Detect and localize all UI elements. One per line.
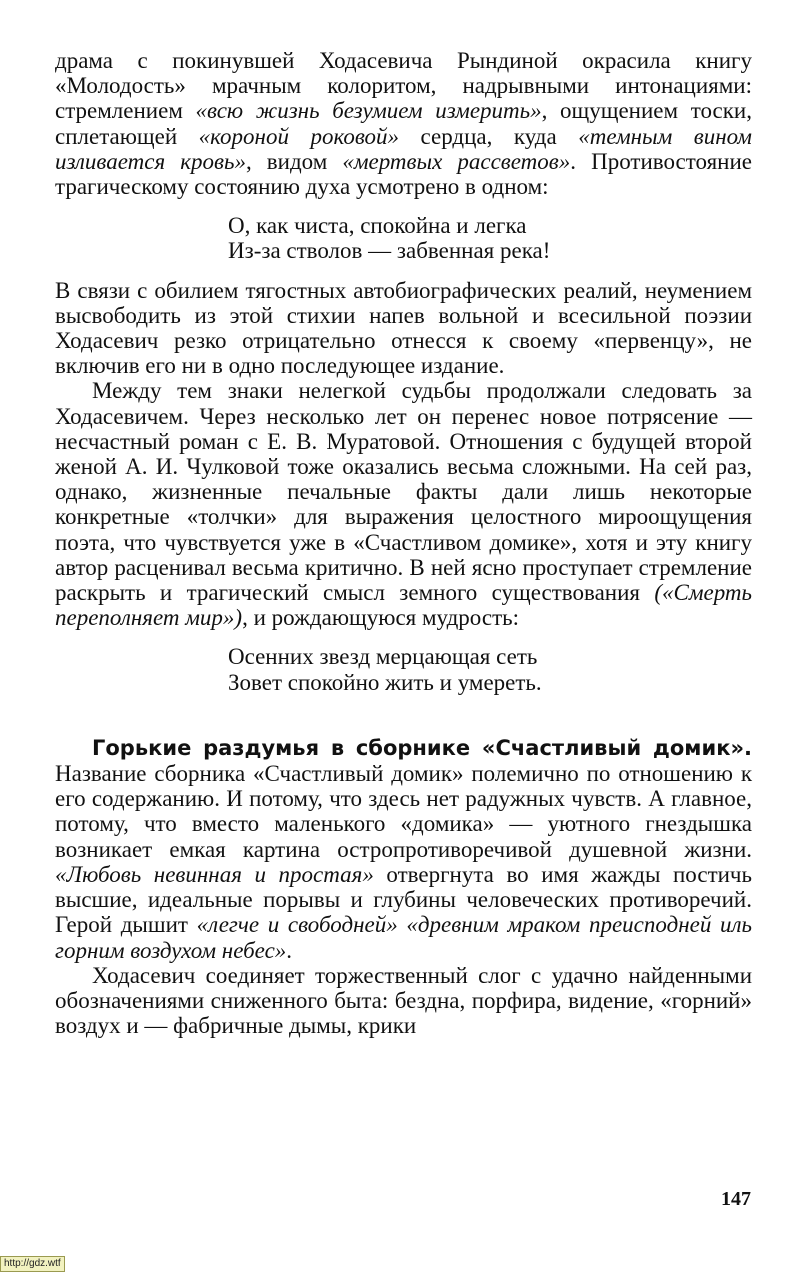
verse-line: О, как чиста, спокойна и легка [228,213,527,239]
verse-line: Зовет спокойно жить и умереть. [228,669,542,695]
paragraph-5: Ходасевич соединяет торжественный слог с удачно найденными обозначениями сниженного быта: бездна, порфира, видение, «горний» воздух и — фабричные дымы, крики [55,962,752,1039]
quote: «Любовь невинная и простая» [55,861,374,887]
paragraph-3 [55,378,752,630]
paragraph-4 [55,735,752,963]
quote: «короной роковой» [198,123,400,149]
page-text [55,48,752,1038]
paragraph-2: В связи с обилием тягостных автобиографических реалий, неумением высвободить из этой стихии напев вольной и всесильной поэзии Ходасевич резко отрицательно отнесся к своему «первенцу», не включив его ни в одно последующее издание. [55,277,752,379]
verse-2 [55,644,752,694]
text-run: , ощущением тоски, сплетающей [55,98,752,149]
text-run: Между тем знаки нелегкой судьбы продолжали следовать за Ходасевичем. Через несколько лет он перенес новое потрясение — несчастный роман с Е. В. Муратовой. Отношения с будущей второй женой А. И. Чулковой тоже оказались весьма сложными. На сей раз, однако, жизненные печальные факты дали лишь некоторые конкретные «толчки» для выражения целостного мироощущения поэта, что чувствуется уже в «Счастливом домике», хотя и эту книгу автор расценивал весьма критично. В ней ясно проступает стремление раскрыть и трагический смысл земного существования [55,378,752,606]
page-number: 147 [721,1188,751,1210]
quote: «легче и свободней» [196,912,398,938]
text-run: отвергнута во имя жажды постичь высшие, идеальные порывы и глубины человеческих противоречий. Герой дышит [55,861,752,938]
text-run: . Противостояние трагическому состоянию духа усмотрено в одном: [55,148,752,200]
text-run: . [286,937,293,963]
quote: «темным вином изливается кровь» [55,123,752,174]
watermark-link[interactable]: http://gdz.wtf [0,1256,65,1272]
verse-line: Осенних звезд мерцающая сеть [228,644,538,670]
quote: «древним мраком преисподней иль горним воздухом небес» [55,912,752,963]
text-run: , и рождающуюся мудрость: [242,605,519,631]
text-run: Название сборника «Счастливый домик» полемично по отношению к его содержанию. И потому, что здесь нет радужных чувств. А главное, потому, что вместо маленького «домика» — уютного гнездышка возникает емкая картина остропротиворечивой душевной жизни. [55,761,752,862]
verse-line: Из-за стволов — забвенная река! [228,238,551,264]
verse-1 [55,213,752,263]
text-run: драма с покинувшей Ходасевича Рындиной окрасила книгу «Молодость» мрачным колоритом, надрывными интонациями: стремлением [55,48,752,124]
text-run: , видом [245,148,343,174]
quote: «мертвых рассветов» [342,148,571,174]
text-run: сердца, куда [399,123,579,149]
paragraph-1 [55,48,752,199]
section-heading: Горькие раздумья в сборнике «Счастливый домик». [92,735,752,760]
quote: («Смерть переполняет мир») [55,580,752,631]
quote: «всю жизнь безумием измерить» [195,98,542,124]
